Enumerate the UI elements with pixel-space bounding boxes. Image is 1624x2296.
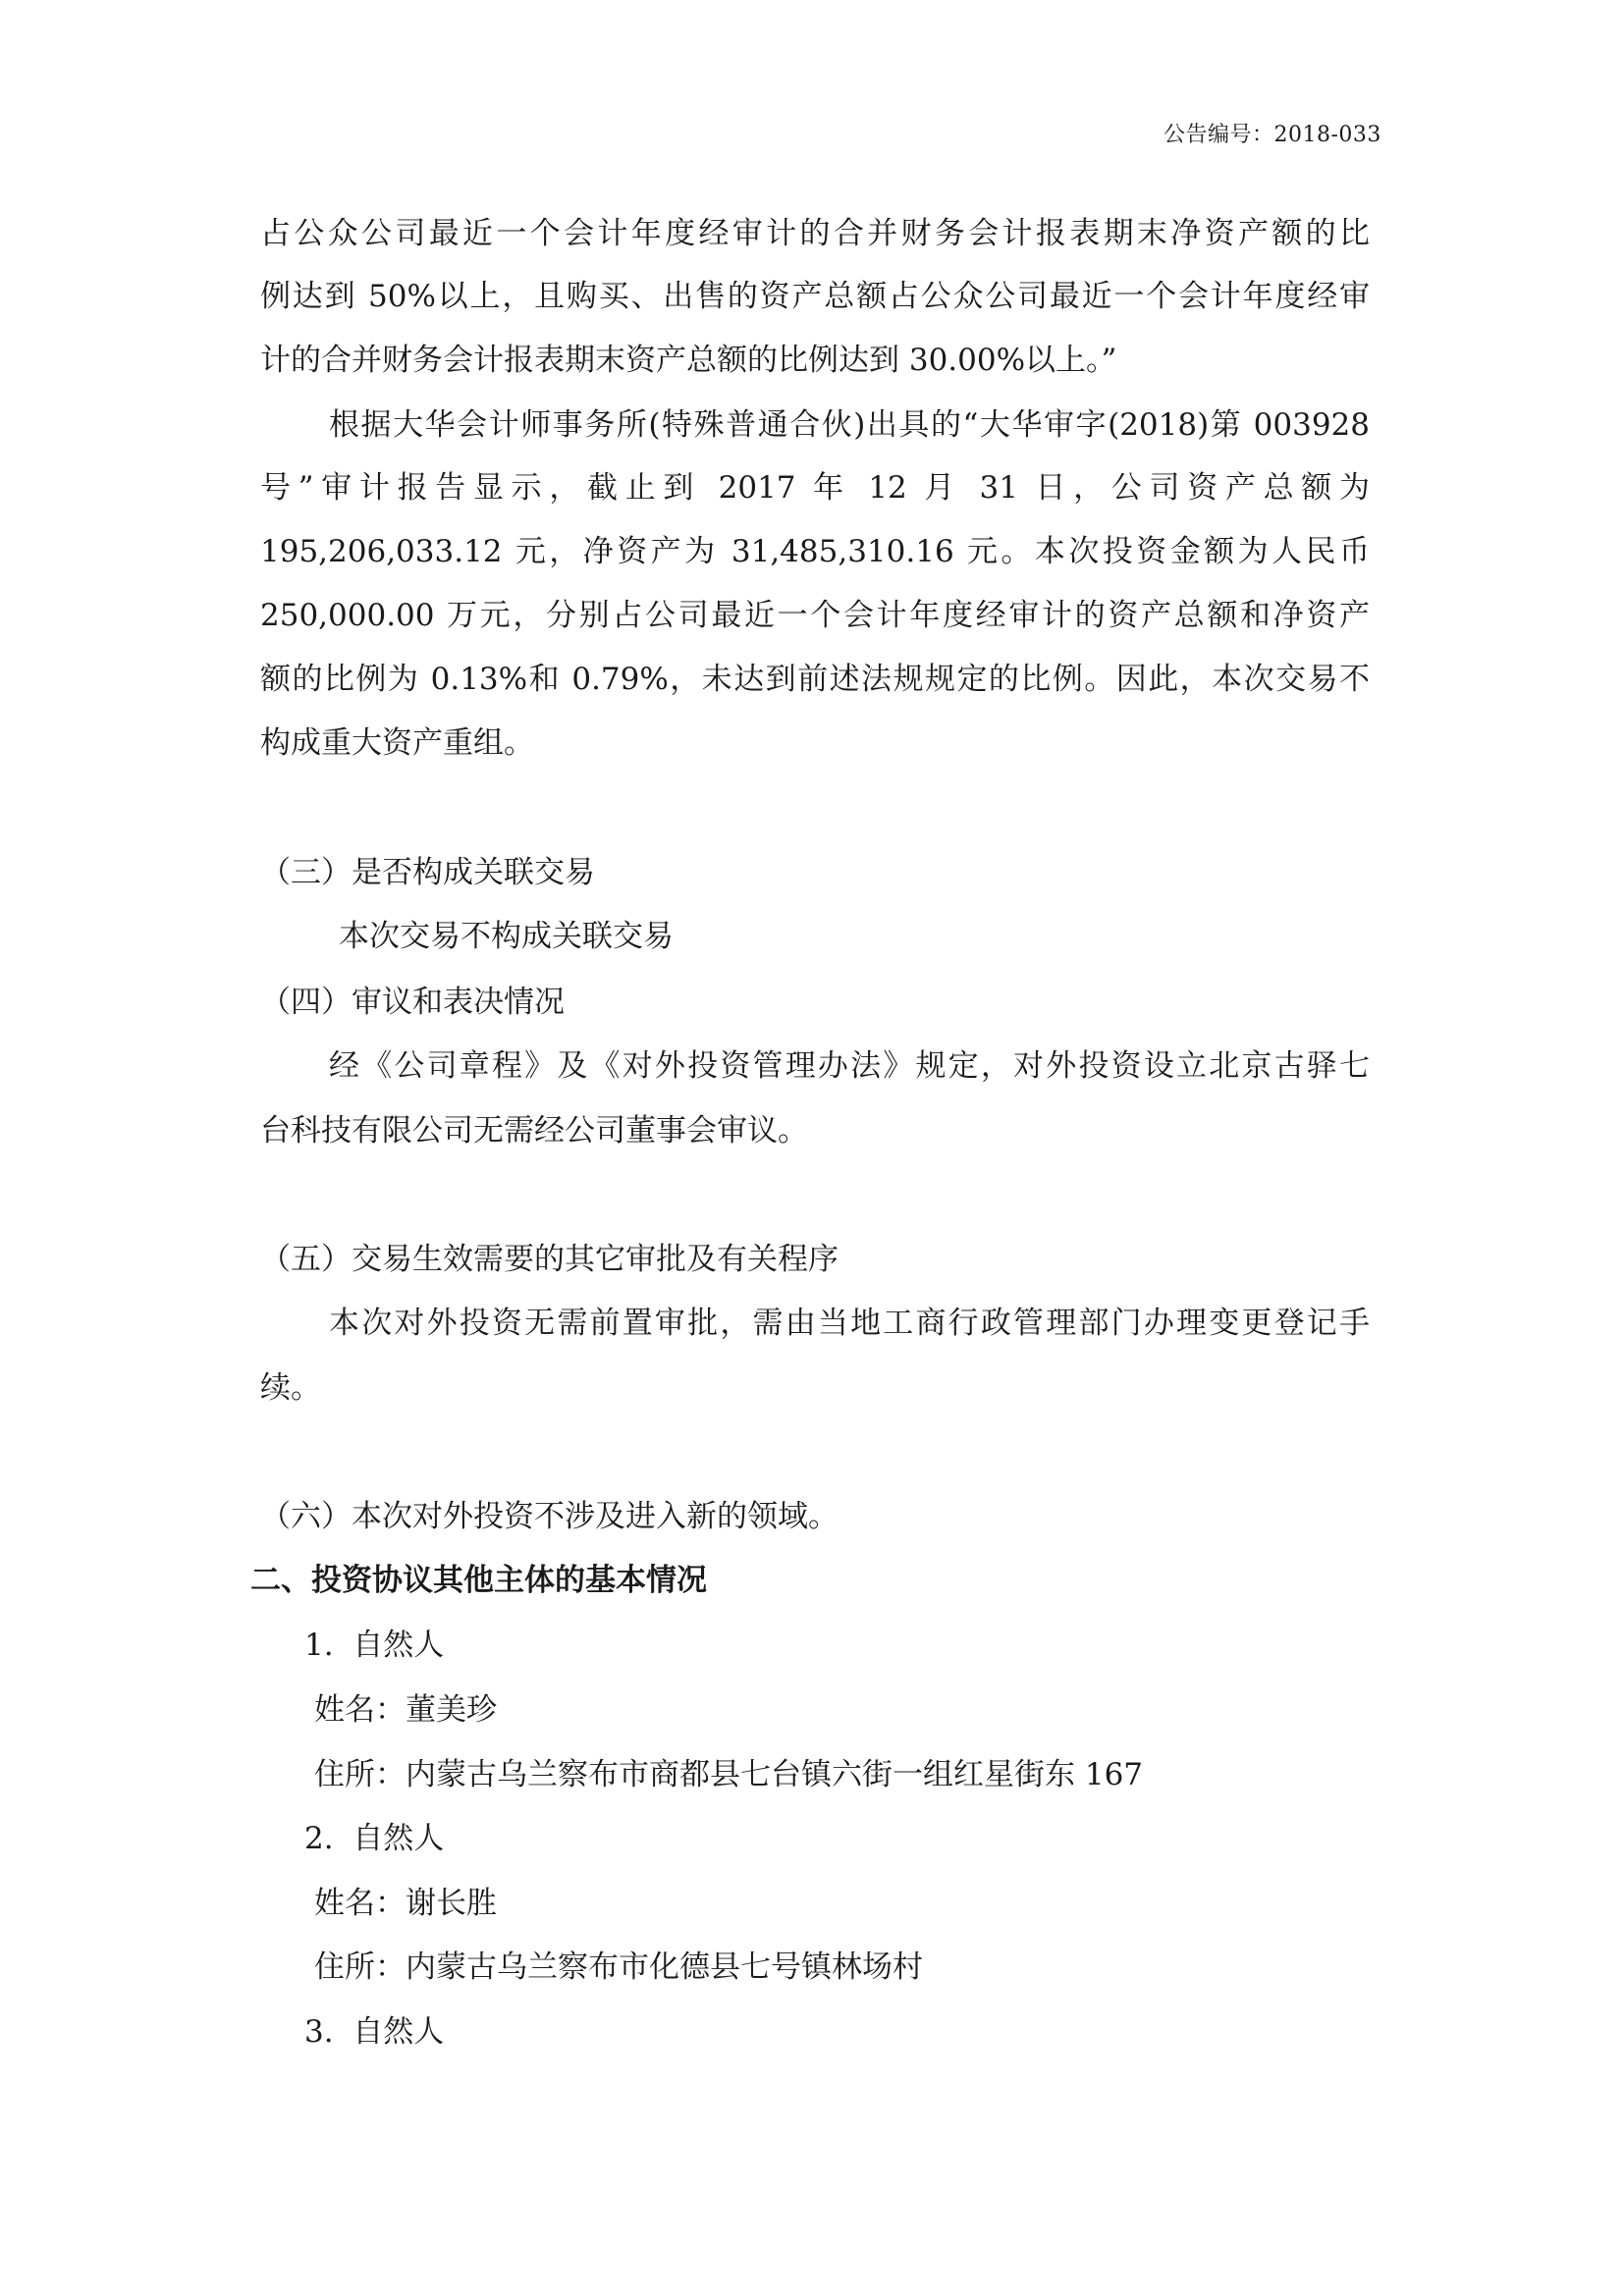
paragraph-line: 250,000.00 万元，分别占公司最近一个会计年度经审计的资产总额和净资产 (260, 598, 1370, 633)
list-item: 3. 自然人 (304, 2014, 445, 2050)
section-heading-3: （三）是否构成关联交易 (260, 855, 595, 890)
section-heading-2: 二、投资协议其他主体的基本情况 (250, 1563, 707, 1598)
list-item: 1. 自然人 (304, 1628, 445, 1663)
paragraph-line: 构成重大资产重组。 (260, 725, 534, 761)
section-heading-6: （六）本次对外投资不涉及进入新的领域。 (260, 1499, 839, 1534)
paragraph-line: 额的比例为 0.13%和 0.79%，未达到前述法规规定的比例。因此，本次交易不 (260, 662, 1370, 697)
paragraph-line: 续。 (260, 1370, 321, 1406)
list-item: 姓名：谢长胜 (314, 1886, 497, 1921)
paragraph-line: 经《公司章程》及《对外投资管理办法》规定，对外投资设立北京古驿七 (329, 1048, 1370, 1084)
section-heading-4: （四）审议和表决情况 (260, 985, 565, 1020)
paragraph-line: 占公众公司最近一个会计年度经审计的合并财务会计报表期末净资产额的比 (260, 216, 1370, 251)
paragraph-line: 例达到 50%以上，且购买、出售的资产总额占公众公司最近一个会计年度经审 (260, 279, 1370, 314)
paragraph-line: 195,206,033.12 元，净资产为 31,485,310.16 元。本次投资金额为人民币 (260, 534, 1370, 569)
list-item: 姓名：董美珍 (314, 1692, 497, 1728)
paragraph-line: 本次交易不构成关联交易 (339, 919, 674, 954)
announcement-number: 公告编号：2018-033 (1164, 123, 1381, 147)
paragraph-line: 台科技有限公司无需经公司董事会审议。 (260, 1113, 808, 1148)
list-item: 住所：内蒙古乌兰察布市化德县七号镇林场村 (314, 1949, 923, 1985)
section-heading-5: （五）交易生效需要的其它审批及有关程序 (260, 1242, 839, 1277)
paragraph-line: 计的合并财务会计报表期末资产总额的比例达到 30.00%以上。” (260, 343, 1117, 378)
paragraph-line: 根据大华会计师事务所(特殊普通合伙)出具的“大华审字(2018)第 003928 (329, 407, 1370, 443)
list-item: 2. 自然人 (304, 1821, 445, 1856)
paragraph-line: 号”审计报告显示，截止到 2017 年 12 月 31 日，公司资产总额为 (260, 470, 1370, 506)
paragraph-line: 本次对外投资无需前置审批，需由当地工商行政管理部门办理变更登记手 (329, 1306, 1370, 1341)
list-item: 住所：内蒙古乌兰察布市商都县七台镇六街一组红星街东 167 (314, 1757, 1144, 1792)
